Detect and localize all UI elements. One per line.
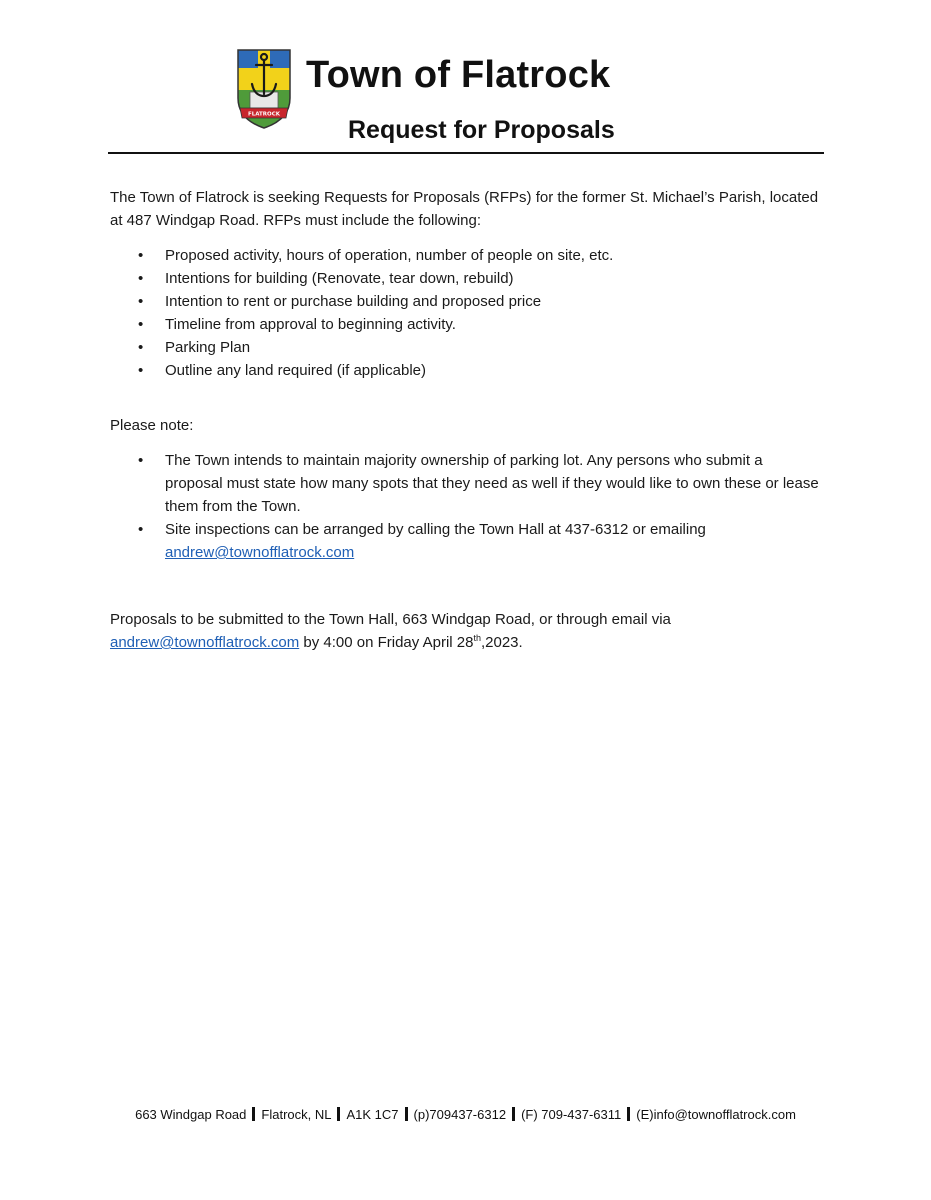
closing-paragraph: Proposals to be submitted to the Town Hall, 663 Windgap Road, or through email via andrew@townofflatrock.com by 4:00 on Friday April 28th,2023. xyxy=(110,611,671,651)
note-label: Please note: xyxy=(110,417,194,434)
footer-separator xyxy=(405,1107,408,1121)
list-item: • Timeline from approval to beginning activity. xyxy=(110,313,822,336)
list-item: • Intentions for building (Renovate, tear down, rebuild) xyxy=(110,267,822,290)
footer-fax: (F) 709-437-6311 xyxy=(521,1107,622,1122)
notes-list xyxy=(110,449,822,564)
town-crest-logo xyxy=(236,48,292,130)
requirements-list xyxy=(110,244,822,382)
crest-banner-label: FLATROCK xyxy=(247,111,281,118)
submission-email-link[interactable]: andrew@townofflatrock.com xyxy=(110,634,300,651)
footer-separator xyxy=(252,1107,255,1121)
bullet-icon: • xyxy=(138,293,144,310)
bullet-icon: • xyxy=(138,247,144,264)
list-item: • Outline any land required (if applicable) xyxy=(110,359,822,382)
list-item xyxy=(110,449,822,518)
bullet-icon: • xyxy=(138,521,144,538)
footer-email: (E)info@townofflatrock.com xyxy=(636,1107,796,1122)
list-item: • Proposed activity, hours of operation, number of people on site, etc. xyxy=(110,244,822,267)
list-item: • Parking Plan xyxy=(110,336,822,359)
page-footer xyxy=(0,1107,931,1122)
bullet-icon: • xyxy=(138,452,144,469)
list-item xyxy=(110,518,822,564)
footer-postal-code: A1K 1C7 xyxy=(346,1107,399,1122)
document-body xyxy=(110,186,822,654)
footer-address: 663 Windgap Road xyxy=(135,1107,247,1122)
bullet-icon: • xyxy=(138,362,144,379)
parking-note: The Town intends to maintain majority ownership of parking lot. Any persons who submit a proposal must state how many spots that they need as well if they would like to own these or lease them from the Town. xyxy=(165,452,819,515)
inspection-email-link[interactable]: andrew@townofflatrock.com xyxy=(165,544,355,561)
town-name-heading: Town of Flatrock xyxy=(306,54,611,96)
footer-phone: (p)709437-6312 xyxy=(413,1107,507,1122)
footer-separator xyxy=(512,1107,515,1121)
inspection-note: Site inspections can be arranged by calling the Town Hall at 437-6312 or emailing xyxy=(165,521,706,538)
bullet-icon: • xyxy=(138,316,144,333)
footer-city: Flatrock, NL xyxy=(261,1107,332,1122)
bullet-icon: • xyxy=(138,270,144,287)
bullet-icon: • xyxy=(138,339,144,356)
list-item: • Intention to rent or purchase building and proposed price xyxy=(110,290,822,313)
header-divider xyxy=(108,152,824,154)
document-title: Request for Proposals xyxy=(348,116,615,144)
footer-separator xyxy=(337,1107,340,1121)
intro-paragraph: The Town of Flatrock is seeking Requests for Proposals (RFPs) for the former St. Michael’s Parish, located at 487 Windgap Road. RFPs must include the following: xyxy=(110,189,819,229)
footer-separator xyxy=(627,1107,630,1121)
